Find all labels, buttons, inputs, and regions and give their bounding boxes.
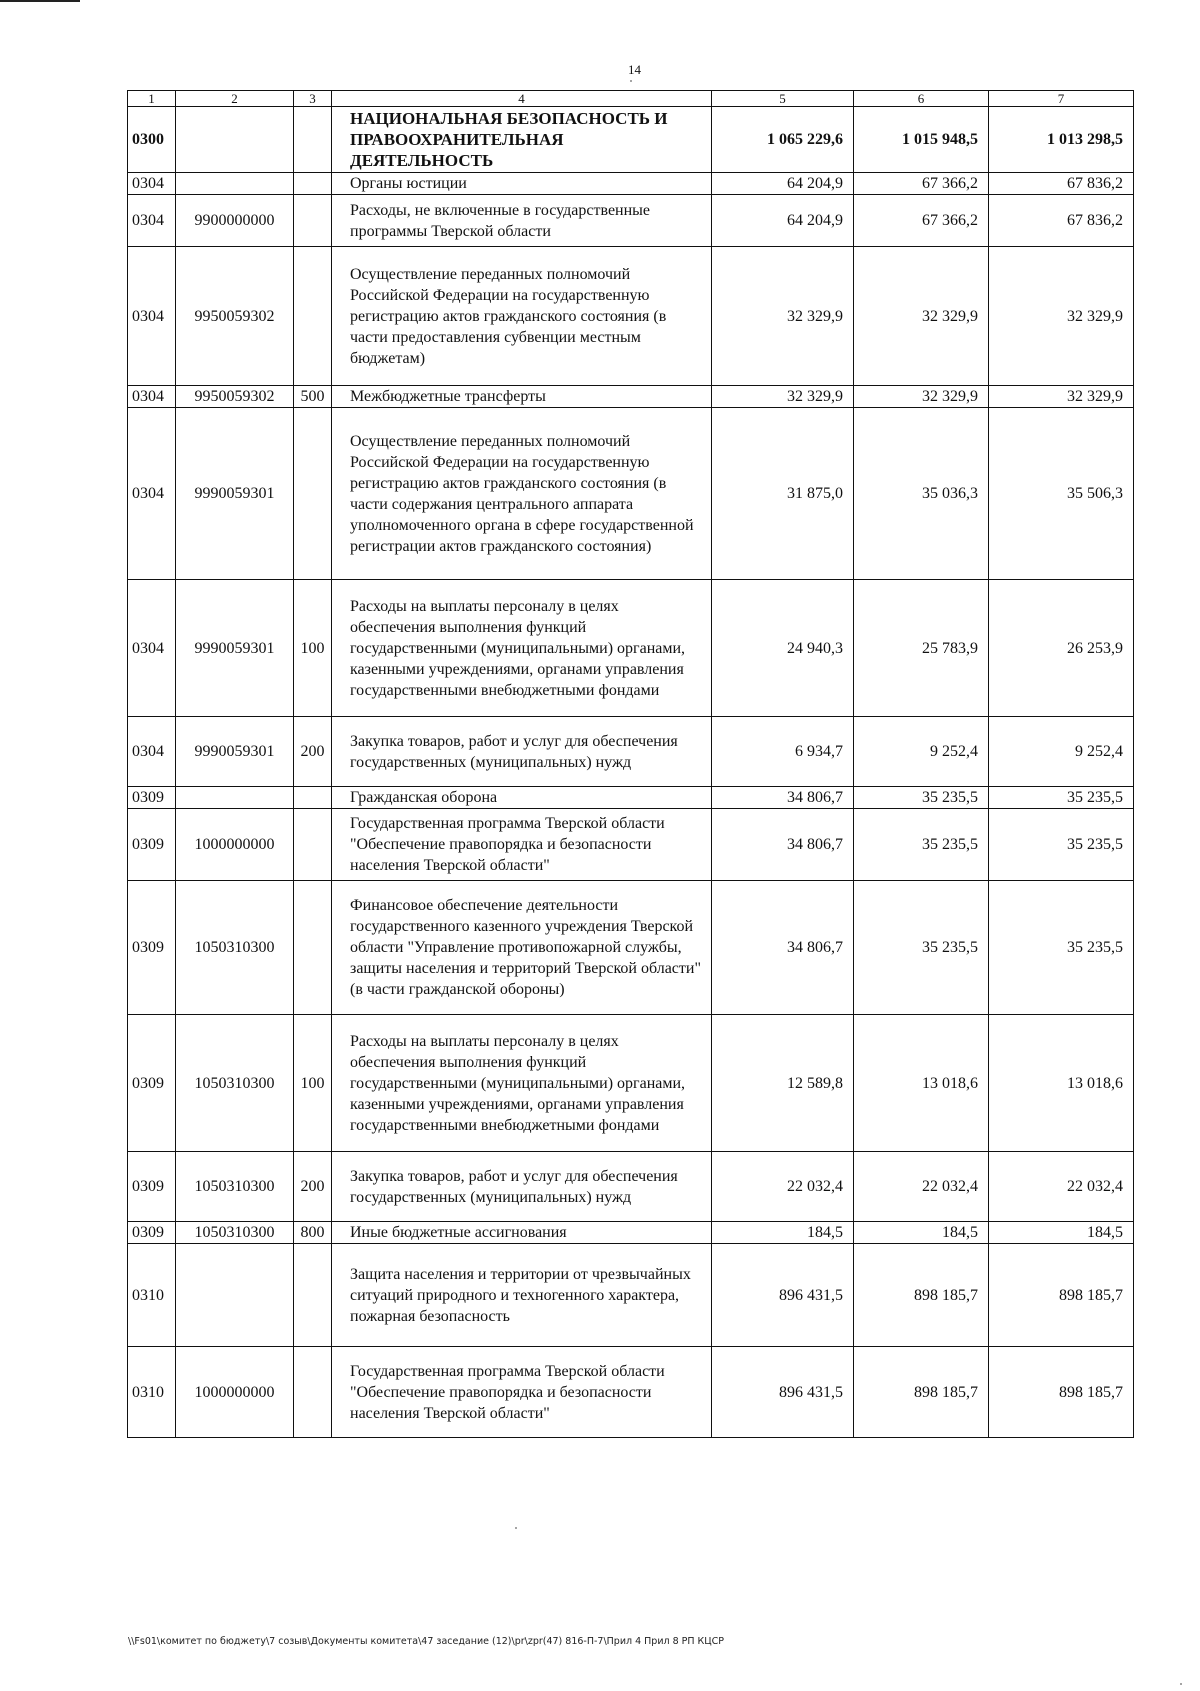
table-row xyxy=(128,195,1134,247)
cell-name: Защита населения и территории от чрезвычайных ситуаций природного и техногенного характера, пожарная безопасность xyxy=(332,1244,712,1347)
cell-section: 0304 xyxy=(128,717,176,787)
cell-amount-year1: 896 431,5 xyxy=(712,1244,854,1347)
cell-amount-year3: 9 252,4 xyxy=(989,717,1134,787)
scan-speck xyxy=(515,1527,517,1529)
table-row xyxy=(128,1244,1134,1347)
cell-amount-year3: 35 506,3 xyxy=(989,408,1134,580)
cell-amount-year2: 22 032,4 xyxy=(854,1152,989,1222)
cell-amount-year1: 64 204,9 xyxy=(712,195,854,247)
cell-section: 0304 xyxy=(128,386,176,408)
table-row xyxy=(128,809,1134,881)
cell-amount-year2: 9 252,4 xyxy=(854,717,989,787)
cell-expense-type: 100 xyxy=(294,1015,332,1152)
cell-amount-year2: 35 235,5 xyxy=(854,809,989,881)
cell-amount-year1: 32 329,9 xyxy=(712,247,854,386)
cell-name: НАЦИОНАЛЬНАЯ БЕЗОПАСНОСТЬ И ПРАВООХРАНИТЕЛЬНАЯ ДЕЯТЕЛЬНОСТЬ xyxy=(332,107,712,173)
cell-amount-year2: 35 036,3 xyxy=(854,408,989,580)
cell-name: Органы юстиции xyxy=(332,173,712,195)
col-header-5: 5 xyxy=(712,91,854,107)
table-row xyxy=(128,580,1134,717)
cell-amount-year3: 898 185,7 xyxy=(989,1347,1134,1438)
cell-expense-type: 200 xyxy=(294,1152,332,1222)
cell-section: 0300 xyxy=(128,107,176,173)
cell-name: Закупка товаров, работ и услуг для обеспечения государственных (муниципальных) нужд xyxy=(332,717,712,787)
page-number: 14 xyxy=(628,62,641,77)
cell-amount-year3: 22 032,4 xyxy=(989,1152,1134,1222)
cell-section: 0310 xyxy=(128,1244,176,1347)
cell-amount-year3: 898 185,7 xyxy=(989,1244,1134,1347)
cell-amount-year3: 35 235,5 xyxy=(989,787,1134,809)
cell-name: Государственная программа Тверской области "Обеспечение правопорядка и безопасности населения Тверской области" xyxy=(332,1347,712,1438)
cell-section: 0309 xyxy=(128,1222,176,1244)
cell-section: 0309 xyxy=(128,1015,176,1152)
cell-amount-year3: 184,5 xyxy=(989,1222,1134,1244)
cell-expense-type xyxy=(294,408,332,580)
table-row xyxy=(128,408,1134,580)
header-row xyxy=(128,91,1134,107)
cell-amount-year2: 67 366,2 xyxy=(854,195,989,247)
cell-name: Расходы, не включенные в государственные программы Тверской области xyxy=(332,195,712,247)
cell-name: Финансовое обеспечение деятельности государственного казенного учреждения Тверской области "Управление противопожарной службы, защиты населения и территорий Тверской области" (в части гражданской обороны) xyxy=(332,881,712,1015)
cell-target-article: 1050310300 xyxy=(176,1015,294,1152)
cell-amount-year1: 24 940,3 xyxy=(712,580,854,717)
cell-target-article: 1000000000 xyxy=(176,1347,294,1438)
cell-expense-type xyxy=(294,787,332,809)
cell-expense-type xyxy=(294,173,332,195)
cell-target-article: 1000000000 xyxy=(176,809,294,881)
cell-expense-type xyxy=(294,247,332,386)
cell-expense-type: 800 xyxy=(294,1222,332,1244)
cell-section: 0309 xyxy=(128,787,176,809)
cell-amount-year1: 22 032,4 xyxy=(712,1152,854,1222)
table-row xyxy=(128,717,1134,787)
cell-expense-type xyxy=(294,881,332,1015)
cell-name: Государственная программа Тверской области "Обеспечение правопорядка и безопасности населения Тверской области" xyxy=(332,809,712,881)
cell-amount-year3: 26 253,9 xyxy=(989,580,1134,717)
scan-speck xyxy=(1180,1683,1182,1685)
cell-amount-year2: 898 185,7 xyxy=(854,1244,989,1347)
cell-amount-year2: 25 783,9 xyxy=(854,580,989,717)
cell-section: 0309 xyxy=(128,881,176,1015)
table-row xyxy=(128,1015,1134,1152)
cell-name: Расходы на выплаты персоналу в целях обеспечения выполнения функций государственными (муниципальными) органами, казенными учреждениями, органами управления государственными внебюджетными фондами xyxy=(332,580,712,717)
cell-amount-year2: 184,5 xyxy=(854,1222,989,1244)
cell-amount-year3: 32 329,9 xyxy=(989,386,1134,408)
cell-amount-year1: 896 431,5 xyxy=(712,1347,854,1438)
scan-edge-line xyxy=(0,0,80,2)
cell-section: 0309 xyxy=(128,1152,176,1222)
cell-target-article: 9950059302 xyxy=(176,386,294,408)
footer-file-path: \\Fs01\комитет по бюджету\7 созыв\Документы комитета\47 заседание (12)\pr\zpr(47) 816-П-7\Прил 4 Прил 8 РП КЦСР xyxy=(128,1636,725,1647)
cell-amount-year2: 35 235,5 xyxy=(854,787,989,809)
cell-section: 0304 xyxy=(128,247,176,386)
cell-target-article xyxy=(176,107,294,173)
cell-amount-year2: 32 329,9 xyxy=(854,247,989,386)
cell-amount-year1: 12 589,8 xyxy=(712,1015,854,1152)
cell-target-article: 1050310300 xyxy=(176,1222,294,1244)
cell-name: Закупка товаров, работ и услуг для обеспечения государственных (муниципальных) нужд xyxy=(332,1152,712,1222)
cell-section: 0304 xyxy=(128,173,176,195)
cell-amount-year2: 35 235,5 xyxy=(854,881,989,1015)
cell-section: 0309 xyxy=(128,809,176,881)
table-row xyxy=(128,247,1134,386)
col-header-2: 2 xyxy=(176,91,294,107)
col-header-6: 6 xyxy=(854,91,989,107)
cell-amount-year3: 67 836,2 xyxy=(989,195,1134,247)
cell-amount-year1: 34 806,7 xyxy=(712,787,854,809)
table-body xyxy=(128,107,1134,1438)
cell-amount-year2: 13 018,6 xyxy=(854,1015,989,1152)
cell-amount-year1: 31 875,0 xyxy=(712,408,854,580)
cell-target-article xyxy=(176,787,294,809)
cell-amount-year3: 32 329,9 xyxy=(989,247,1134,386)
cell-target-article: 9990059301 xyxy=(176,580,294,717)
cell-amount-year3: 35 235,5 xyxy=(989,809,1134,881)
cell-amount-year1: 34 806,7 xyxy=(712,881,854,1015)
col-header-7: 7 xyxy=(989,91,1134,107)
cell-name: Иные бюджетные ассигнования xyxy=(332,1222,712,1244)
cell-target-article: 1050310300 xyxy=(176,881,294,1015)
cell-target-article xyxy=(176,173,294,195)
cell-name: Гражданская оборона xyxy=(332,787,712,809)
table-row xyxy=(128,1222,1134,1244)
cell-amount-year3: 1 013 298,5 xyxy=(989,107,1134,173)
col-header-1: 1 xyxy=(128,91,176,107)
cell-amount-year2: 1 015 948,5 xyxy=(854,107,989,173)
cell-amount-year1: 34 806,7 xyxy=(712,809,854,881)
cell-amount-year3: 35 235,5 xyxy=(989,881,1134,1015)
cell-amount-year1: 1 065 229,6 xyxy=(712,107,854,173)
cell-expense-type xyxy=(294,1347,332,1438)
cell-name: Осуществление переданных полномочий Российской Федерации на государственную регистрацию актов гражданского состояния (в части предоставления субвенции местным бюджетам) xyxy=(332,247,712,386)
table-row xyxy=(128,107,1134,173)
cell-amount-year2: 898 185,7 xyxy=(854,1347,989,1438)
cell-expense-type xyxy=(294,809,332,881)
col-header-4: 4 xyxy=(332,91,712,107)
cell-target-article xyxy=(176,1244,294,1347)
cell-amount-year3: 13 018,6 xyxy=(989,1015,1134,1152)
cell-amount-year1: 32 329,9 xyxy=(712,386,854,408)
cell-amount-year1: 64 204,9 xyxy=(712,173,854,195)
cell-expense-type: 100 xyxy=(294,580,332,717)
cell-amount-year1: 6 934,7 xyxy=(712,717,854,787)
cell-section: 0310 xyxy=(128,1347,176,1438)
cell-amount-year1: 184,5 xyxy=(712,1222,854,1244)
cell-expense-type: 200 xyxy=(294,717,332,787)
scan-speck xyxy=(630,80,632,82)
cell-name: Расходы на выплаты персоналу в целях обеспечения выполнения функций государственными (муниципальными) органами, казенными учреждениями, органами управления государственными внебюджетными фондами xyxy=(332,1015,712,1152)
cell-expense-type xyxy=(294,195,332,247)
cell-amount-year3: 67 836,2 xyxy=(989,173,1134,195)
table-row xyxy=(128,173,1134,195)
cell-expense-type xyxy=(294,1244,332,1347)
cell-section: 0304 xyxy=(128,580,176,717)
cell-target-article: 9900000000 xyxy=(176,195,294,247)
cell-target-article: 9950059302 xyxy=(176,247,294,386)
col-header-3: 3 xyxy=(294,91,332,107)
cell-target-article: 1050310300 xyxy=(176,1152,294,1222)
table-row xyxy=(128,881,1134,1015)
table-row xyxy=(128,386,1134,408)
cell-expense-type xyxy=(294,107,332,173)
cell-section: 0304 xyxy=(128,408,176,580)
cell-section: 0304 xyxy=(128,195,176,247)
table-row xyxy=(128,787,1134,809)
cell-name: Осуществление переданных полномочий Российской Федерации на государственную регистрацию актов гражданского состояния (в части содержания центрального аппарата уполномоченного органа в сфере государственной регистрации актов гражданского состояния) xyxy=(332,408,712,580)
table-row xyxy=(128,1347,1134,1438)
budget-table xyxy=(127,90,1134,1438)
table-row xyxy=(128,1152,1134,1222)
cell-target-article: 9990059301 xyxy=(176,717,294,787)
cell-expense-type: 500 xyxy=(294,386,332,408)
cell-amount-year2: 32 329,9 xyxy=(854,386,989,408)
cell-target-article: 9990059301 xyxy=(176,408,294,580)
cell-amount-year2: 67 366,2 xyxy=(854,173,989,195)
cell-name: Межбюджетные трансферты xyxy=(332,386,712,408)
